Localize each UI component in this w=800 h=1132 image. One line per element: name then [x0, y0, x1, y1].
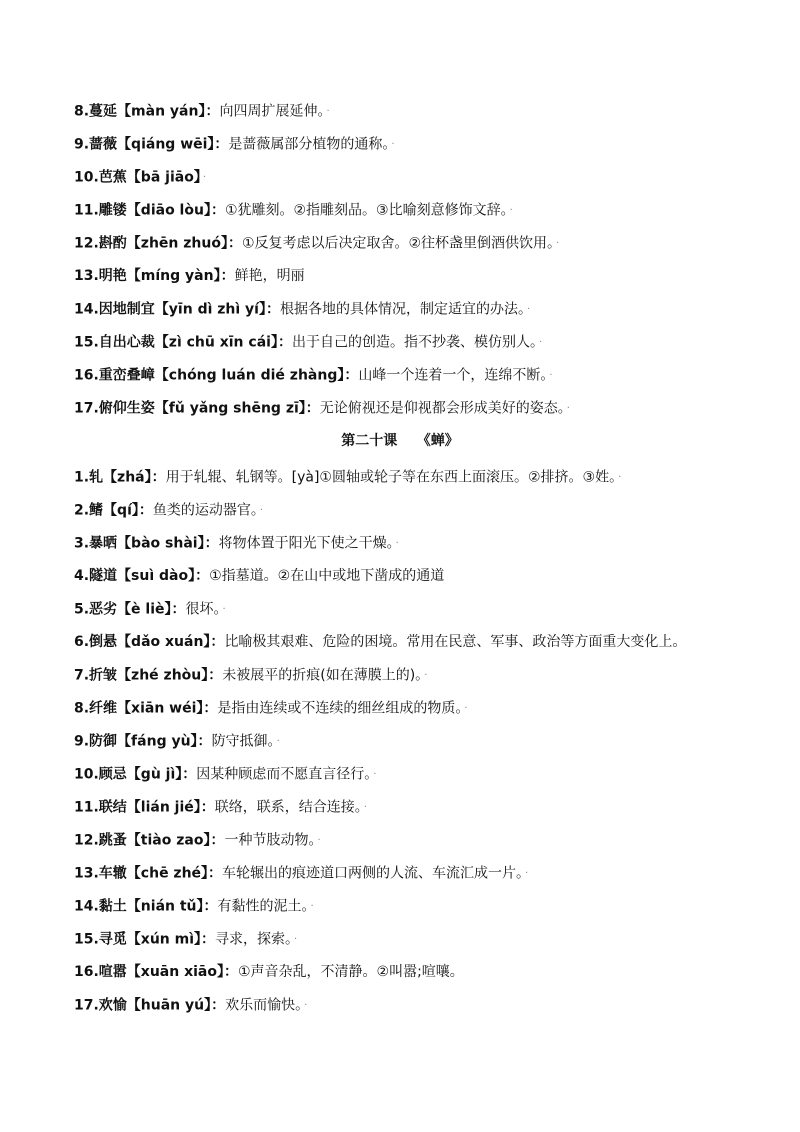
entry-term: 15.自出心裁【zì chū xīn cái】： [74, 334, 292, 351]
vocab-entry [74, 161, 764, 194]
lesson-title: 第二十课 《蝉》 [341, 433, 459, 449]
vocab-entry [74, 359, 764, 392]
paragraph-mark: · [310, 901, 314, 912]
vocab-list-section-1 [74, 95, 764, 425]
paragraph-mark: · [549, 370, 553, 381]
entry-term: 14.因地制宜【yīn dì zhì yí】： [74, 301, 280, 318]
vocab-entry [74, 857, 764, 890]
entry-term: 9.防御【fáng yù】： [74, 733, 212, 750]
paragraph-mark: · [464, 703, 468, 714]
paragraph-mark: · [276, 736, 280, 747]
vocab-entry [74, 527, 764, 560]
paragraph-mark: · [566, 403, 570, 414]
paragraph-mark: · [618, 472, 622, 483]
entry-definition: 比喻极其艰难、危险的困境。常用在民意、军事、政治等方面重大变化上。 [224, 634, 687, 650]
paragraph-mark: · [538, 337, 543, 348]
paragraph-mark: · [222, 604, 226, 615]
entry-term: 17.欢愉【huān yú】： [74, 997, 226, 1014]
paragraph-mark: · [259, 505, 264, 516]
paragraph-mark: · [317, 835, 321, 846]
vocab-entry [74, 128, 764, 161]
vocab-entry [74, 461, 764, 494]
paragraph-mark: · [526, 304, 531, 315]
entry-term: 5.恶劣【è liè】： [74, 601, 186, 618]
entry-term: 12.斟酌【zhēn zhuó】： [74, 235, 242, 252]
entry-term: 10.芭蕉【bā jiāo】 [74, 169, 201, 186]
vocab-entry [74, 725, 764, 758]
entry-term: 7.折皱【zhé zhòu】： [74, 667, 223, 684]
vocab-entry [74, 494, 764, 527]
entry-definition: 向四周扩展延伸。 [219, 103, 325, 120]
vocab-entry [74, 392, 764, 425]
entry-definition: 用于轧辊、轧钢等。[yà]①圆轴或轮子等在东西上面滚压。②排挤。③姓。 [165, 469, 617, 486]
entry-term: 10.顾忌【gù jì】： [74, 766, 197, 783]
vocab-entry [74, 758, 764, 791]
entry-definition: 防守抵御。 [211, 733, 275, 750]
vocab-entry [74, 923, 764, 956]
entry-term: 9.蔷薇【qiáng wēi】： [74, 136, 229, 153]
vocab-entry [74, 791, 764, 824]
entry-term: 6.倒悬【dǎo xuán】： [74, 634, 225, 650]
vocab-entry [74, 989, 764, 1022]
vocab-entry [74, 227, 764, 260]
paragraph-mark: · [509, 205, 513, 216]
paragraph-mark: · [363, 802, 367, 813]
entry-term: 11.联结【lián jié】： [74, 799, 215, 816]
entry-definition: 是蔷薇属部分植物的通称。 [228, 136, 390, 153]
entry-definition: 鲜艳，明丽 [234, 268, 305, 284]
paragraph-mark: · [395, 538, 399, 549]
vocab-entry [74, 593, 764, 626]
paragraph-mark: · [373, 769, 377, 780]
entry-definition: 鱼类的运动器官。 [152, 502, 258, 519]
entry-definition: 寻求，探索。 [215, 931, 293, 948]
entry-term: 16.喧嚣【xuān xiāo】： [74, 964, 238, 980]
entry-term: 1.轧【zhá】： [74, 469, 166, 486]
vocab-entry [74, 560, 764, 593]
entry-definition: 是指由连续或不连续的细丝组成的物质。 [217, 700, 463, 717]
vocab-entry [74, 956, 764, 989]
entry-definition: 一种节肢动物。 [224, 832, 316, 849]
entry-definition: 根据各地的具体情况，制定适宜的办法。 [279, 301, 525, 318]
entry-term: 15.寻觅【xún mì】： [74, 931, 216, 948]
entry-term: 2.鳍【qí】： [74, 502, 153, 519]
entry-term: 13.车辙【chē zhé】： [74, 865, 223, 882]
entry-definition: 无论俯视还是仰视都会形成美好的姿态。 [319, 400, 565, 417]
entry-definition: 山峰一个连着一个，连绵不断。 [358, 367, 548, 384]
entry-term: 13.明艳【míng yàn】： [74, 268, 235, 284]
vocab-entry [74, 692, 764, 725]
entry-definition: 车轮辗出的痕迹道口两侧的人流、车流汇成一片。 [222, 865, 524, 882]
vocab-entry [74, 326, 764, 359]
vocab-entry [74, 260, 764, 293]
vocab-entry [74, 659, 764, 692]
entry-term: 14.黏土【nián tǔ】： [74, 898, 218, 915]
paragraph-mark: · [556, 238, 560, 249]
entry-definition: 未被展平的折痕(如在薄膜上的)。 [222, 667, 423, 684]
vocab-entry [74, 890, 764, 923]
entry-term: 3.暴晒【bào shài】： [74, 535, 219, 552]
paragraph-mark: · [326, 106, 330, 117]
entry-term: 17.俯仰生姿【fǔ yǎng shēng zī】： [74, 400, 320, 417]
entry-term: 11.雕镂【diāo lòu】： [74, 202, 225, 219]
entry-definition: 出于自己的创造。指不抄袭、模仿别人。 [291, 334, 537, 351]
vocab-entry [74, 626, 764, 659]
paragraph-mark: · [424, 670, 428, 681]
entry-term: 12.跳蚤【tiào zao】： [74, 832, 225, 849]
entry-term: 16.重峦叠嶂【chóng luán dié zhàng】： [74, 367, 359, 384]
entry-definition: ①指墓道。②在山中或地下凿成的通道 [209, 568, 445, 584]
entry-term: 8.蔓延【màn yán】： [74, 103, 220, 120]
vocab-list-section-2 [74, 461, 764, 1022]
paragraph-mark: · [525, 868, 529, 879]
vocab-entry [74, 95, 764, 128]
entry-definition: 欢乐而愉快。 [225, 997, 303, 1014]
entry-definition: 有黏性的泥土。 [217, 898, 309, 915]
vocab-entry [74, 293, 764, 326]
vocab-entry [74, 194, 764, 227]
entry-definition: 联络，联系，结合连接。 [214, 799, 362, 816]
entry-term: 4.隧道【suì dào】： [74, 568, 210, 584]
entry-definition: 将物体置于阳光下使之干燥。 [218, 535, 394, 552]
paragraph-mark: · [304, 1000, 308, 1011]
entry-definition: ①犹雕刻。②指雕刻品。③比喻刻意修饰文辞。 [224, 202, 508, 219]
entry-definition: 很坏。 [185, 601, 221, 618]
entry-term: 8.纤维【xiān wéi】： [74, 700, 218, 717]
paragraph-mark: · [391, 139, 395, 150]
entry-definition: 因某种顾虑而不愿直言径行。 [196, 766, 372, 783]
paragraph-mark: · [294, 934, 298, 945]
paragraph-mark: · [202, 172, 206, 183]
entry-definition: ①反复考虑以后决定取舍。②往杯盏里倒酒供饮用。 [241, 235, 555, 252]
entry-definition: ①声音杂乱，不清静。②叫嚣;喧嚷。 [237, 964, 464, 980]
vocab-entry [74, 824, 764, 857]
